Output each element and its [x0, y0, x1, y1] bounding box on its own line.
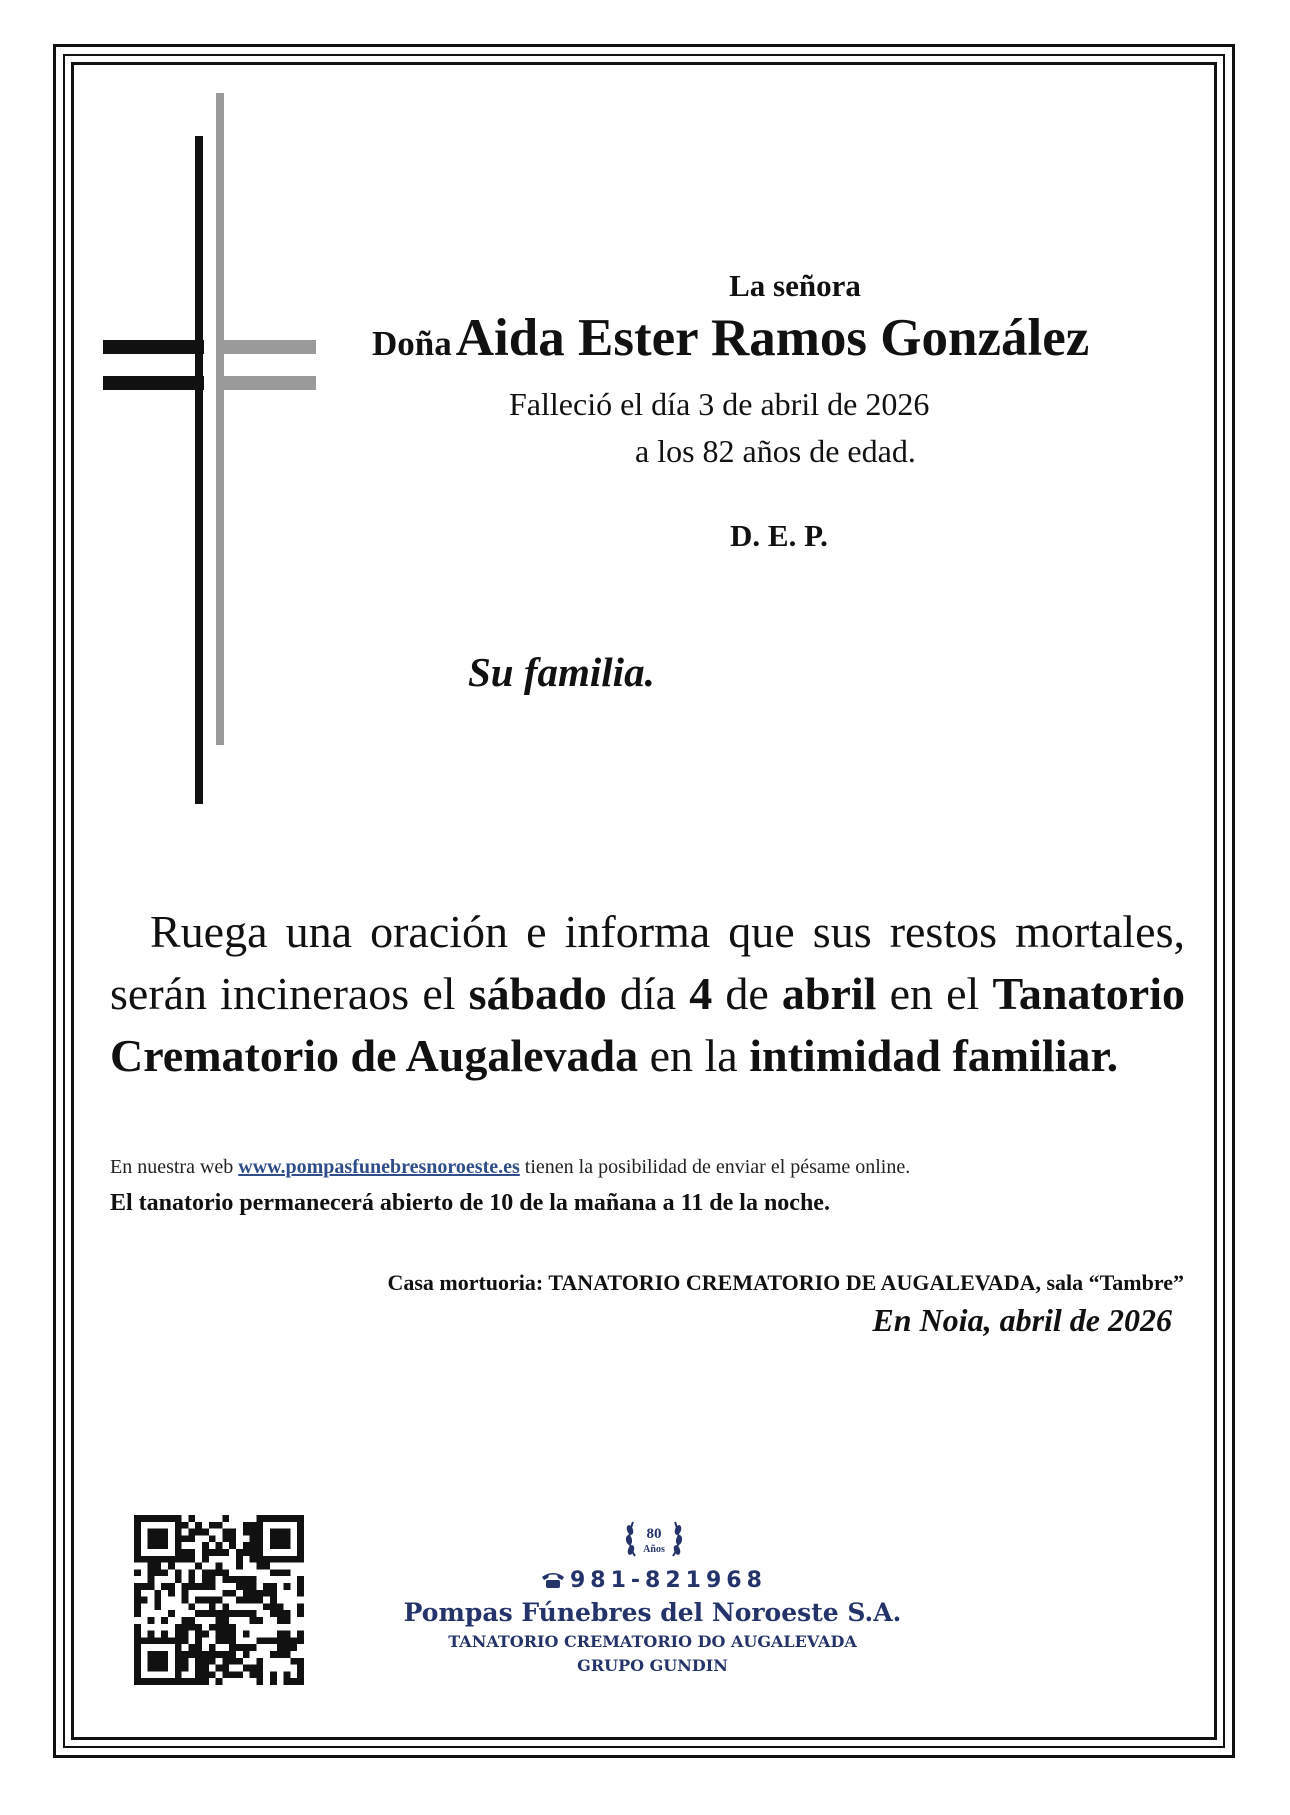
qr-module	[216, 1678, 223, 1685]
body-text-3: de	[725, 968, 769, 1019]
qr-module	[270, 1583, 277, 1590]
crematorium-name: TANATORIO CREMATORIO DO AUGALEVADA	[448, 1632, 857, 1651]
death-date: Falleció el día 3 de abril de 2026	[509, 386, 930, 422]
qr-module	[284, 1556, 291, 1563]
phone-icon	[540, 1571, 566, 1589]
qr-module	[229, 1590, 236, 1597]
qr-module	[175, 1678, 182, 1685]
qr-module	[236, 1563, 243, 1570]
qr-module	[195, 1563, 202, 1570]
body-place: Tanatorio Crematorio de Augalevada	[110, 968, 1185, 1081]
qr-module	[175, 1569, 182, 1576]
qr-module	[182, 1522, 189, 1529]
qr-module	[175, 1542, 182, 1549]
qr-module	[141, 1556, 148, 1563]
qr-module	[154, 1556, 161, 1563]
qr-module	[134, 1590, 141, 1597]
family-signature: Su familia.	[468, 649, 655, 695]
place-date: En Noia, abril de 2026	[872, 1302, 1172, 1338]
qr-module	[134, 1583, 141, 1590]
qr-module	[290, 1515, 297, 1522]
qr-module	[209, 1576, 216, 1583]
qr-module	[297, 1515, 304, 1522]
qr-module	[148, 1678, 155, 1685]
qr-module	[256, 1529, 263, 1536]
body-text-4: en el	[889, 968, 980, 1019]
qr-module	[216, 1569, 223, 1576]
qr-module	[297, 1678, 304, 1685]
qr-module	[168, 1556, 175, 1563]
qr-module	[134, 1556, 141, 1563]
qr-module	[277, 1515, 284, 1522]
qr-module	[222, 1576, 229, 1583]
qr-module	[284, 1542, 291, 1549]
qr-module	[161, 1556, 168, 1563]
qr-module	[222, 1549, 229, 1556]
deceased-name	[372, 308, 1089, 368]
qr-module	[188, 1569, 195, 1576]
funeral-home: Casa mortuoria: TANATORIO CREMATORIO DE AUGALEVADA, sala “Tambre”	[387, 1270, 1184, 1295]
qr-module	[175, 1576, 182, 1583]
qr-module	[222, 1590, 229, 1597]
logo-number: 80	[646, 1526, 662, 1542]
qr-module	[263, 1563, 270, 1570]
body-month: abril	[781, 968, 877, 1019]
website-link[interactable]: www.pompasfunebresnoroeste.es	[238, 1156, 520, 1178]
qr-module	[270, 1556, 277, 1563]
qr-module	[243, 1522, 250, 1529]
qr-module	[277, 1556, 284, 1563]
service-paragraph	[110, 901, 1185, 1087]
qr-module	[134, 1569, 141, 1576]
group-name: GRUPO GUNDIN	[577, 1656, 728, 1675]
qr-module	[148, 1576, 155, 1583]
qr-module	[216, 1563, 223, 1570]
qr-module	[182, 1590, 189, 1597]
qr-module	[141, 1678, 148, 1685]
qr-module	[175, 1535, 182, 1542]
qr-module	[263, 1583, 270, 1590]
qr-module	[134, 1542, 141, 1549]
qr-module	[154, 1563, 161, 1570]
qr-module	[134, 1515, 141, 1522]
qr-module	[154, 1535, 161, 1542]
qr-module	[250, 1556, 257, 1563]
qr-module	[148, 1569, 155, 1576]
qr-module	[195, 1583, 202, 1590]
qr-module	[297, 1529, 304, 1536]
qr-module	[270, 1678, 277, 1685]
qr-module	[290, 1556, 297, 1563]
qr-module	[175, 1515, 182, 1522]
qr-module	[256, 1542, 263, 1549]
qr-module	[284, 1569, 291, 1576]
qr-module	[243, 1542, 250, 1549]
qr-module	[256, 1563, 263, 1570]
qr-module	[222, 1515, 229, 1522]
qr-module	[141, 1515, 148, 1522]
qr-module	[188, 1678, 195, 1685]
qr-module	[270, 1542, 277, 1549]
qr-module	[188, 1535, 195, 1542]
qr-module	[202, 1678, 209, 1685]
qr-module	[209, 1583, 216, 1590]
qr-module	[148, 1542, 155, 1549]
qr-module	[182, 1678, 189, 1685]
qr-module	[243, 1549, 250, 1556]
qr-module	[134, 1678, 141, 1685]
qr-module	[134, 1529, 141, 1536]
qr-module	[168, 1590, 175, 1597]
qr-module	[154, 1678, 161, 1685]
qr-module	[209, 1569, 216, 1576]
qr-module	[188, 1529, 195, 1536]
qr-module	[182, 1556, 189, 1563]
qr-module	[188, 1549, 195, 1556]
qr-module	[297, 1522, 304, 1529]
qr-module	[250, 1590, 257, 1597]
qr-module	[297, 1576, 304, 1583]
qr-module	[168, 1583, 175, 1590]
qr-module	[161, 1542, 168, 1549]
qr-module	[154, 1515, 161, 1522]
opening-hours: El tanatorio permanecerá abierto de 10 de la mañana a 11 de la noche.	[110, 1190, 830, 1216]
qr-module	[277, 1529, 284, 1536]
qr-module	[154, 1529, 161, 1536]
qr-module	[202, 1549, 209, 1556]
qr-module	[202, 1556, 209, 1563]
qr-module	[256, 1535, 263, 1542]
qr-module	[229, 1542, 236, 1549]
qr-module	[202, 1569, 209, 1576]
qr-module	[250, 1522, 257, 1529]
qr-module	[182, 1549, 189, 1556]
qr-module	[243, 1590, 250, 1597]
qr-module	[256, 1515, 263, 1522]
qr-module	[256, 1522, 263, 1529]
qr-module	[154, 1569, 161, 1576]
qr-module	[250, 1542, 257, 1549]
body-day-name: sábado	[468, 968, 607, 1019]
qr-module	[243, 1583, 250, 1590]
qr-module	[148, 1563, 155, 1570]
qr-module	[202, 1576, 209, 1583]
qr-module	[154, 1542, 161, 1549]
qr-module	[168, 1563, 175, 1570]
qr-module	[148, 1515, 155, 1522]
qr-module	[182, 1583, 189, 1590]
qr-module	[161, 1569, 168, 1576]
qr-module	[195, 1529, 202, 1536]
qr-module	[222, 1569, 229, 1576]
qr-module	[297, 1583, 304, 1590]
age: a los 82 años de edad.	[635, 433, 916, 469]
qr-module	[148, 1529, 155, 1536]
qr-module	[236, 1576, 243, 1583]
qr-module	[168, 1515, 175, 1522]
name-prefix: Doña	[372, 324, 452, 363]
qr-module	[277, 1569, 284, 1576]
qr-module	[250, 1583, 257, 1590]
qr-module	[297, 1549, 304, 1556]
qr-module	[250, 1535, 257, 1542]
qr-module	[195, 1678, 202, 1685]
qr-module	[188, 1583, 195, 1590]
qr-module	[270, 1535, 277, 1542]
qr-module	[154, 1590, 161, 1597]
company-name: Pompas Fúnebres del Noroeste S.A.	[403, 1598, 902, 1627]
qr-module	[229, 1576, 236, 1583]
qr-module	[263, 1515, 270, 1522]
qr-module	[243, 1576, 250, 1583]
qr-module	[250, 1549, 257, 1556]
qr-module	[161, 1678, 168, 1685]
web-line	[110, 1156, 910, 1179]
qr-module	[250, 1576, 257, 1583]
qr-module	[256, 1549, 263, 1556]
qr-module	[270, 1590, 277, 1597]
qr-module	[141, 1583, 148, 1590]
qr-module	[243, 1529, 250, 1536]
qr-module	[270, 1569, 277, 1576]
web-prefix: En nuestra web	[110, 1156, 234, 1178]
qr-module	[161, 1583, 168, 1590]
qr-module	[195, 1522, 202, 1529]
dep: D. E. P.	[730, 518, 828, 553]
qr-module	[209, 1535, 216, 1542]
qr-module	[297, 1590, 304, 1597]
qr-module	[175, 1522, 182, 1529]
qr-module	[202, 1529, 209, 1536]
qr-module	[134, 1535, 141, 1542]
qr-module	[202, 1542, 209, 1549]
body-text-1: Ruega una oración e informa que sus restos mortales, serán incineraos el	[110, 906, 1185, 1019]
qr-module	[188, 1556, 195, 1563]
name-main: Aida Ester Ramos González	[455, 309, 1090, 367]
qr-module	[297, 1556, 304, 1563]
qr-module	[236, 1549, 243, 1556]
qr-module	[202, 1583, 209, 1590]
qr-module	[216, 1522, 223, 1529]
qr-module	[284, 1678, 291, 1685]
qr-module	[290, 1678, 297, 1685]
body-text-2: día	[619, 968, 677, 1019]
qr-module	[284, 1515, 291, 1522]
qr-module	[209, 1549, 216, 1556]
qr-module	[161, 1535, 168, 1542]
qr-module	[209, 1522, 216, 1529]
qr-module	[256, 1590, 263, 1597]
qr-module	[182, 1535, 189, 1542]
qr-module	[222, 1529, 229, 1536]
qr-module	[284, 1583, 291, 1590]
qr-module	[256, 1556, 263, 1563]
qr-module	[161, 1529, 168, 1536]
logo-word: Años	[643, 1544, 665, 1555]
qr-module	[284, 1529, 291, 1536]
qr-module	[277, 1542, 284, 1549]
qr-module	[236, 1583, 243, 1590]
web-suffix: tienen la posibilidad de enviar el pésame online.	[524, 1156, 911, 1178]
qr-module	[263, 1556, 270, 1563]
qr-module	[270, 1529, 277, 1536]
phone-number[interactable]: 981-821968	[570, 1568, 767, 1593]
qr-module	[263, 1590, 270, 1597]
qr-module	[175, 1556, 182, 1563]
qr-module	[134, 1549, 141, 1556]
qr-module	[148, 1535, 155, 1542]
qr-module	[175, 1549, 182, 1556]
qr-module	[277, 1535, 284, 1542]
anniversary-logo	[621, 1508, 687, 1570]
qr-module	[216, 1549, 223, 1556]
intro-label: La señora	[729, 268, 861, 303]
qr-module	[168, 1678, 175, 1685]
qr-module	[134, 1522, 141, 1529]
qr-module	[216, 1542, 223, 1549]
qr-module	[297, 1542, 304, 1549]
qr-module	[229, 1529, 236, 1536]
qr-module	[236, 1556, 243, 1563]
phone-line	[540, 1568, 780, 1593]
qr-module	[188, 1576, 195, 1583]
qr-module	[270, 1515, 277, 1522]
qr-module	[256, 1678, 263, 1685]
qr-module	[175, 1529, 182, 1536]
qr-module	[148, 1583, 155, 1590]
qr-module	[148, 1556, 155, 1563]
qr-module	[297, 1535, 304, 1542]
qr-module	[284, 1535, 291, 1542]
body-day-number: 4	[689, 968, 713, 1019]
qr-module	[188, 1515, 195, 1522]
qr-module	[250, 1529, 257, 1536]
qr-module	[229, 1535, 236, 1542]
body-privacy: intimidad familiar.	[749, 1030, 1119, 1081]
body-text-5: en la	[649, 1030, 738, 1081]
qr-module	[161, 1515, 168, 1522]
qr-module	[222, 1535, 229, 1542]
